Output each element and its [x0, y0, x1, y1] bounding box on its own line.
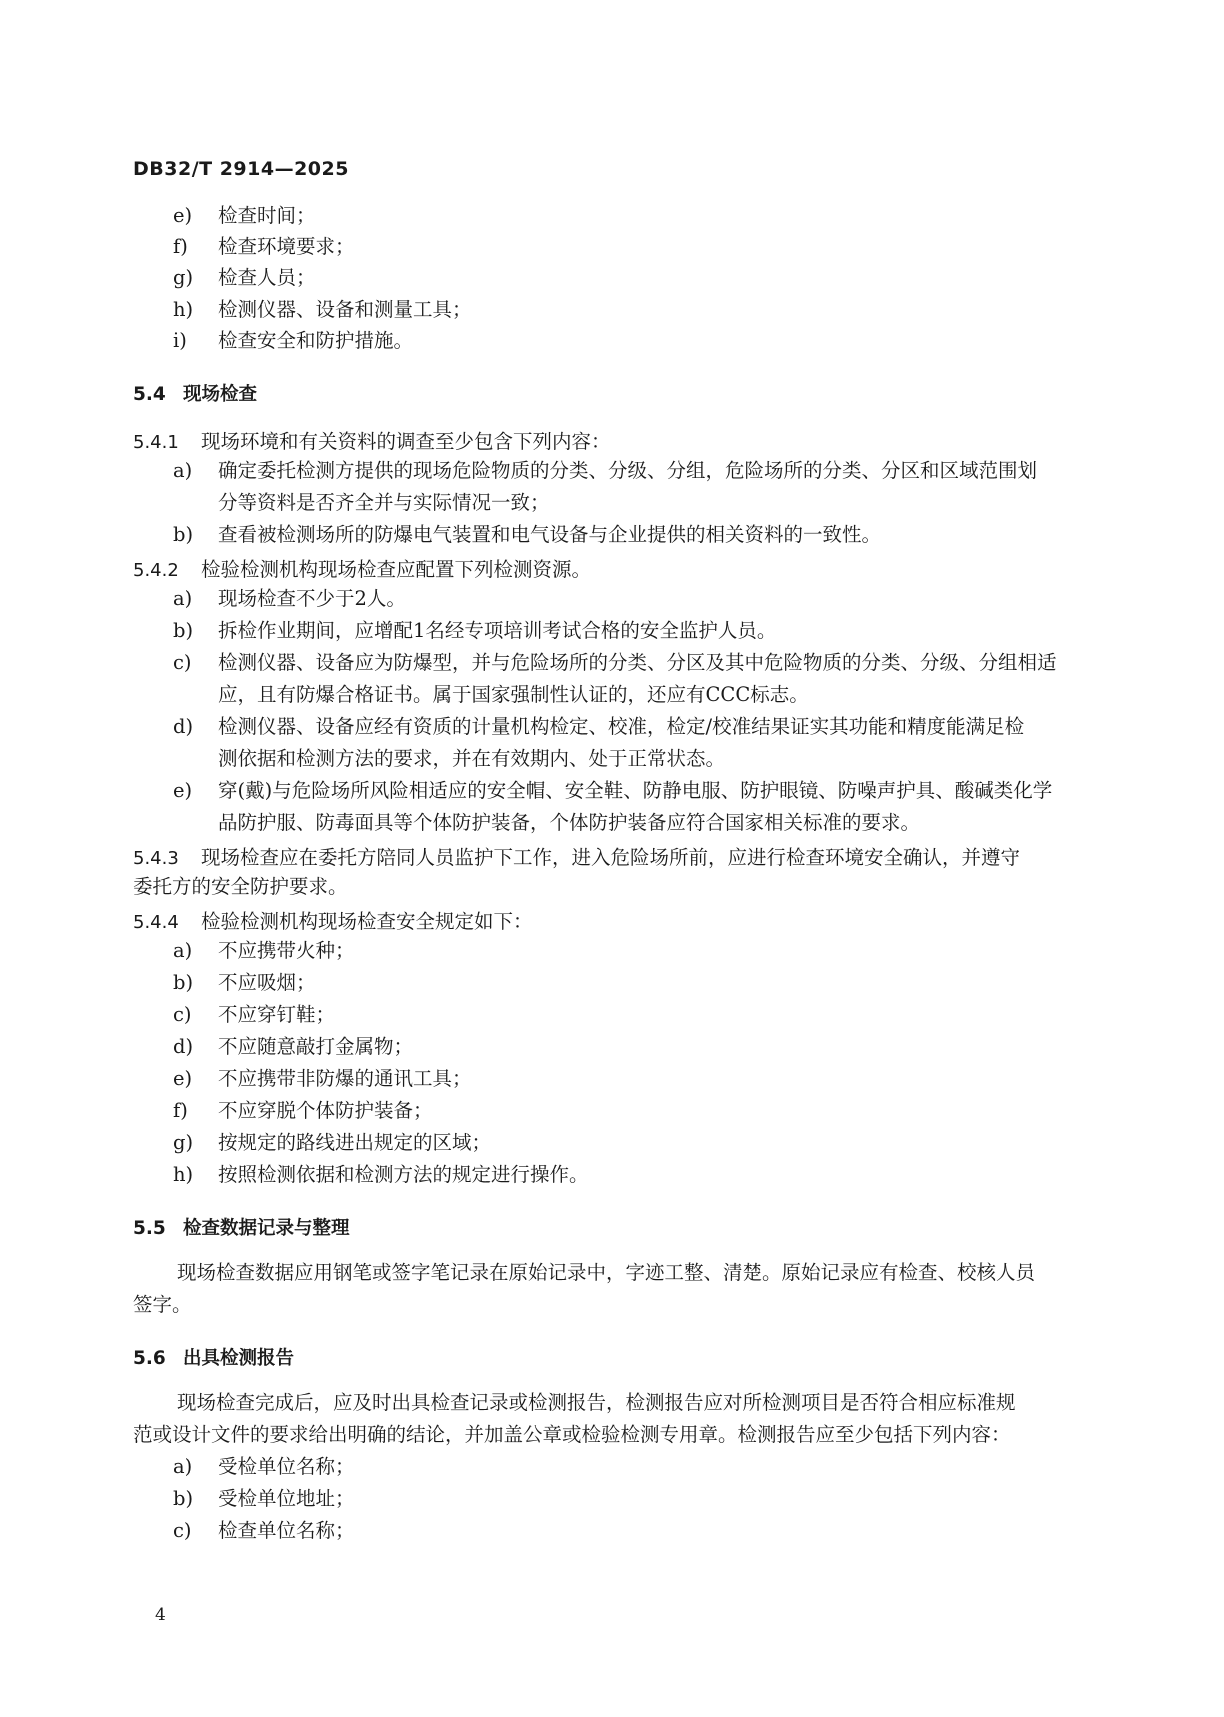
clause-number: 5.4.2	[133, 560, 179, 581]
item-text: 受检单位地址；	[218, 1487, 355, 1510]
item-text: 不应吸烟；	[218, 971, 316, 994]
item-text: 按规定的路线进出规定的区域；	[218, 1131, 492, 1154]
item-label: c)	[173, 1003, 192, 1026]
section-heading	[133, 1214, 350, 1240]
clause	[133, 906, 533, 934]
item-label: e)	[173, 204, 193, 227]
paragraph-line: 现场检查完成后，应及时出具检查记录或检测报告，检测报告应对所检测项目是否符合相应标准规	[177, 1391, 1016, 1414]
item-label: g)	[173, 1131, 194, 1154]
clause-number: 5.4.1	[133, 432, 179, 453]
item-text: 应，且有防爆合格证书。属于国家强制性认证的，还应有CCC标志。	[218, 683, 809, 706]
item-text: 检测仪器、设备和测量工具；	[218, 298, 472, 321]
item-text: 查看被检测场所的防爆电气装置和电气设备与企业提供的相关资料的一致性。	[218, 523, 882, 546]
item-label: d)	[173, 715, 194, 738]
clause-text: 现场检查应在委托方陪同人员监护下工作，进入危险场所前，应进行检查环境安全确认，并遵守	[201, 846, 1021, 869]
item-text: 确定委托检测方提供的现场危险物质的分类、分级、分组，危险场所的分类、分区和区域范围划	[218, 459, 1038, 482]
section-heading	[133, 380, 257, 406]
clause-continuation: 委托方的安全防护要求。	[133, 875, 348, 898]
item-label: a)	[173, 1455, 193, 1478]
item-text: 品防护服、防毒面具等个体防护装备，个体防护装备应符合国家相关标准的要求。	[218, 811, 921, 834]
item-text: 按照检测依据和检测方法的规定进行操作。	[218, 1163, 589, 1186]
section-number: 5.5	[133, 1218, 166, 1239]
item-text: 不应携带非防爆的通讯工具；	[218, 1067, 472, 1090]
section-title: 检查数据记录与整理	[183, 1218, 350, 1239]
item-text: 检查人员；	[218, 266, 316, 289]
section-number: 5.6	[133, 1348, 166, 1369]
paragraph-line: 签字。	[133, 1293, 192, 1316]
item-label: b)	[173, 523, 194, 546]
item-label: e)	[173, 1067, 193, 1090]
clause	[133, 554, 591, 582]
item-text: 现场检查不少于2人。	[218, 587, 406, 610]
item-label: b)	[173, 1487, 194, 1510]
item-label: g)	[173, 266, 194, 289]
clause-number: 5.4.3	[133, 848, 179, 869]
item-label: f)	[173, 235, 188, 258]
item-text: 穿(戴)与危险场所风险相适应的安全帽、安全鞋、防静电服、防护眼镜、防噪声护具、酸碱类化学	[218, 779, 1053, 802]
item-label: e)	[173, 779, 193, 802]
clause-number: 5.4.4	[133, 912, 179, 933]
clause-text: 现场环境和有关资料的调查至少包含下列内容：	[201, 430, 611, 453]
page-number: 4	[155, 1605, 166, 1625]
section-number: 5.4	[133, 384, 166, 405]
clause	[133, 426, 611, 454]
item-text: 检查安全和防护措施。	[218, 329, 414, 352]
item-label: d)	[173, 1035, 194, 1058]
clause-text: 检验检测机构现场检查安全规定如下：	[201, 910, 533, 933]
paragraph-line: 范或设计文件的要求给出明确的结论，并加盖公章或检验检测专用章。检测报告应至少包括下列内容：	[133, 1423, 1011, 1446]
section-title: 现场检查	[183, 384, 258, 405]
section-title: 出具检测报告	[183, 1348, 295, 1369]
item-label: i)	[173, 329, 187, 352]
item-text: 受检单位名称；	[218, 1455, 355, 1478]
item-text: 拆检作业期间，应增配1名经专项培训考试合格的安全监护人员。	[218, 619, 777, 642]
item-label: c)	[173, 1519, 192, 1542]
item-label: b)	[173, 619, 194, 642]
item-text: 不应携带火种；	[218, 939, 355, 962]
item-label: a)	[173, 459, 193, 482]
item-label: b)	[173, 971, 194, 994]
document-id: DB32/T 2914—2025	[133, 158, 349, 180]
paragraph-line: 现场检查数据应用钢笔或签字笔记录在原始记录中，字迹工整、清楚。原始记录应有检查、校核人员	[177, 1261, 1036, 1284]
item-text: 检测仪器、设备应为防爆型，并与危险场所的分类、分区及其中危险物质的分类、分级、分组相适	[218, 651, 1057, 674]
section-heading	[133, 1344, 294, 1370]
item-text: 检测仪器、设备应经有资质的计量机构检定、校准，检定/校准结果证实其功能和精度能满足检	[218, 715, 1025, 738]
item-text: 分等资料是否齐全并与实际情况一致；	[218, 491, 550, 514]
item-label: a)	[173, 587, 193, 610]
item-text: 检查时间；	[218, 204, 316, 227]
item-label: a)	[173, 939, 193, 962]
item-text: 不应穿脱个体防护装备；	[218, 1099, 433, 1122]
item-label: h)	[173, 1163, 194, 1186]
item-text: 检查环境要求；	[218, 235, 355, 258]
item-text: 检查单位名称；	[218, 1519, 355, 1542]
clause	[133, 842, 1020, 870]
clause-text: 检验检测机构现场检查应配置下列检测资源。	[201, 558, 592, 581]
item-text: 测依据和检测方法的要求，并在有效期内、处于正常状态。	[218, 747, 726, 770]
item-text: 不应穿钉鞋；	[218, 1003, 336, 1026]
item-label: h)	[173, 298, 194, 321]
item-label: c)	[173, 651, 192, 674]
item-text: 不应随意敲打金属物；	[218, 1035, 414, 1058]
item-label: f)	[173, 1099, 188, 1122]
